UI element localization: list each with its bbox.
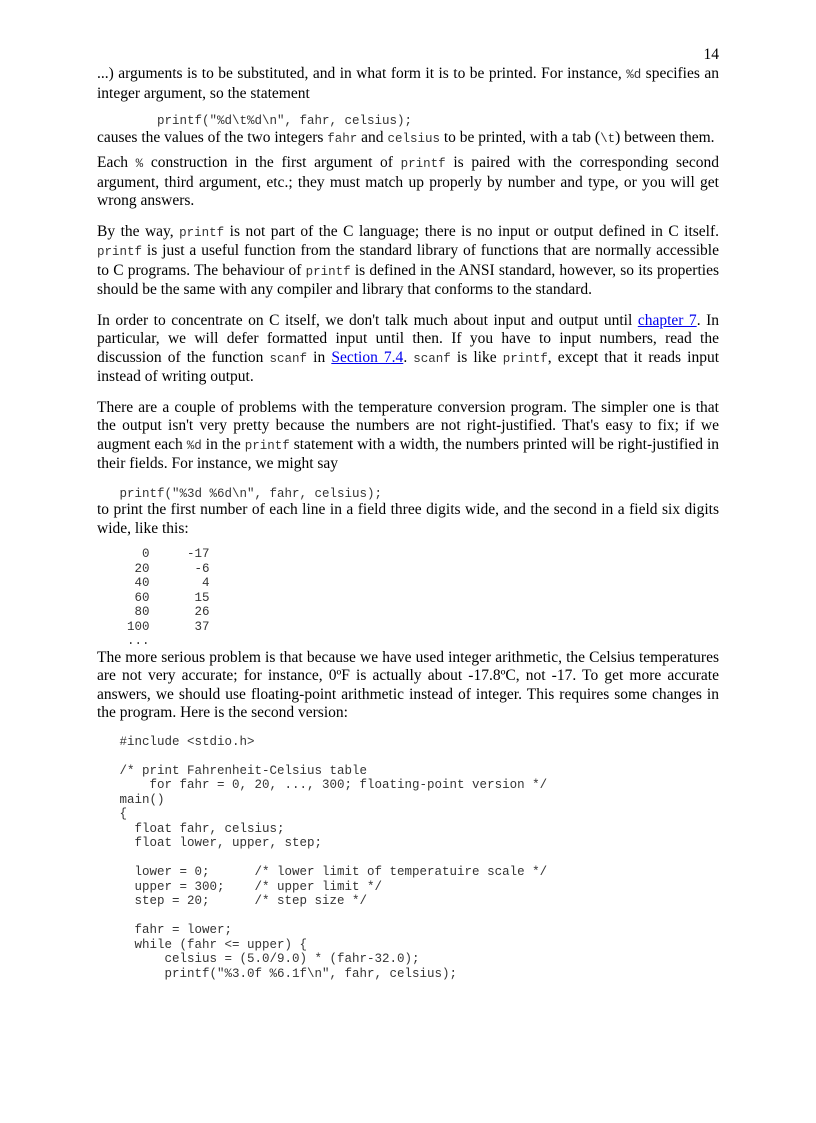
inline-code: printf	[244, 438, 290, 453]
page-number: 14	[703, 46, 719, 63]
inline-code: %d	[626, 68, 642, 82]
text: ...) arguments is to be substituted, and in what form it is to be printed. For instance,	[97, 65, 627, 82]
text: Each	[97, 154, 136, 171]
text: ) between them.	[615, 128, 715, 146]
text: in the	[201, 435, 245, 453]
paragraph-printf-library	[97, 223, 719, 300]
text: construction in the first argument of	[143, 154, 401, 171]
paragraph-input-output	[97, 312, 719, 387]
text: . In particular, we will defer formatted input until then. If you have to input numbers, read the discussion of the function	[97, 311, 719, 366]
paragraph-argument-matching	[97, 154, 719, 211]
text: is defined in the ANSI standard, however, so its properties should be the same with any compiler and library that conforms to the standard.	[97, 261, 719, 298]
inline-code: scanf	[269, 351, 308, 366]
inline-code: %d	[186, 438, 202, 453]
paragraph-format-specifier	[97, 65, 719, 103]
inline-code: celsius	[387, 131, 440, 146]
code-block-printf-width: printf("%3d %6d\n", fahr, celsius);	[97, 486, 383, 501]
inline-code: printf	[400, 157, 446, 171]
text: in	[307, 348, 332, 366]
text: , except that it reads input instead of writing output.	[97, 348, 720, 385]
inline-code: printf	[179, 225, 225, 240]
text: is like	[450, 348, 503, 366]
text: There are a couple of problems with the temperature conversion program. The simpler one is that the output isn't very pretty because the numbers are not right-justified. That's easy to fix; if we augment each	[97, 398, 719, 453]
text: statement with a width, the numbers printed will be right-justified in their fields. For instance, we might say	[97, 435, 719, 472]
section-7-4-link[interactable]: Section 7.4	[331, 348, 404, 366]
text: In order to concentrate on C itself, we don't talk much about input and output until	[97, 311, 638, 329]
text: specifies an integer argument, so the statement	[97, 65, 719, 102]
output-table: 0 -17 20 -6 40 4 60 15 80 26 100 37 ...	[127, 547, 210, 648]
text: is just a useful function from the standard library of functions that are normally accessible to C programs. The behaviour of	[97, 242, 719, 279]
code-block-printf-tab: printf("%d\t%d\n", fahr, celsius);	[97, 114, 413, 128]
inline-code: fahr	[327, 131, 358, 146]
text: to be printed, with a tab (	[439, 128, 601, 146]
text: and	[357, 128, 388, 146]
paragraph-floating-point: The more serious problem is that because we have used integer arithmetic, the Celsius temperatures are not very accurate; for instance, 0ºF is actually about -17.8ºC, not -17. To get more accurate answers, we should use floating-point arithmetic instead of integer. This requires some changes in the program. Here is the second version:	[97, 648, 719, 721]
paragraph-tab-output	[97, 129, 719, 149]
page-content	[97, 65, 719, 981]
code-block-float-version: #include <stdio.h> /* print Fahrenheit-Celsius table for fahr = 0, 20, ..., 300; floating-point version */ main() { float fahr, celsius; float lower, upper, step; lower = 0; /* lower limit of temperatuire scale */ upper = 300; /* upper limit */ step = 20; /* step size */ fahr = lower; while (fahr <= upper) { celsius = (5.0/9.0) * (fahr-32.0); printf("%3.0f %6.1f\n", fahr, celsius);	[119, 734, 548, 981]
chapter-7-link[interactable]: chapter 7	[637, 311, 697, 329]
text: is paired with the corresponding second argument, third argument, etc.; they must match up properly by number and type, or you will get wrong answers.	[97, 154, 719, 209]
text: is not part of the C language; there is no input or output defined in C itself.	[224, 222, 720, 240]
paragraph-field-width: to print the first number of each line in a field three digits wide, and the second in a field six digits wide, like this:	[97, 501, 719, 537]
inline-code: printf	[97, 245, 143, 259]
text: causes the values of the two integers	[97, 128, 328, 146]
text: .	[403, 348, 414, 366]
inline-code: \t	[600, 131, 616, 146]
inline-code: printf	[502, 351, 548, 366]
inline-code: printf	[305, 264, 351, 279]
inline-code: %	[135, 157, 144, 171]
inline-code: scanf	[413, 351, 451, 366]
text: By the way,	[97, 222, 180, 240]
paragraph-right-justify	[97, 399, 719, 474]
